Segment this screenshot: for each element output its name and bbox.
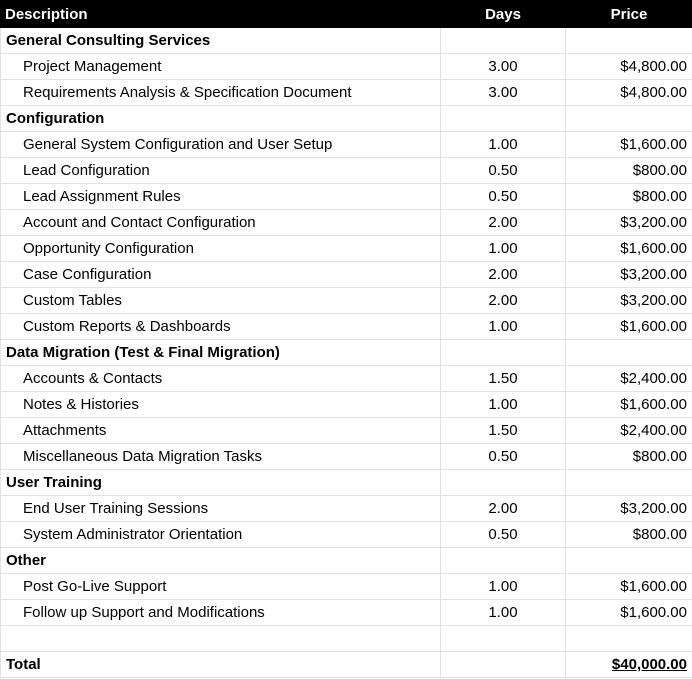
item-days: 0.50 (441, 184, 566, 210)
table-row (1, 132, 692, 158)
section-row (1, 340, 692, 366)
section-days-cell (441, 340, 566, 366)
spacer-cell (441, 626, 566, 652)
item-price: $1,600.00 (566, 236, 692, 262)
item-price: $1,600.00 (566, 392, 692, 418)
item-description: Lead Assignment Rules (1, 184, 441, 210)
section-price-cell (566, 548, 692, 574)
item-description: Requirements Analysis & Specification Document (1, 80, 441, 106)
section-price-cell (566, 28, 692, 54)
item-description: Post Go-Live Support (1, 574, 441, 600)
item-description: Attachments (1, 418, 441, 444)
item-price: $800.00 (566, 158, 692, 184)
item-days: 2.00 (441, 210, 566, 236)
section-title: General Consulting Services (1, 28, 441, 54)
table-row (1, 158, 692, 184)
header-row (1, 1, 692, 28)
table-row (1, 366, 692, 392)
item-price: $3,200.00 (566, 262, 692, 288)
table-row (1, 54, 692, 80)
table-row (1, 80, 692, 106)
item-days: 0.50 (441, 158, 566, 184)
item-price: $800.00 (566, 522, 692, 548)
item-description: Miscellaneous Data Migration Tasks (1, 444, 441, 470)
item-days: 1.00 (441, 392, 566, 418)
section-title: User Training (1, 470, 441, 496)
section-days-cell (441, 106, 566, 132)
section-row (1, 106, 692, 132)
item-description: Custom Reports & Dashboards (1, 314, 441, 340)
item-days: 1.00 (441, 236, 566, 262)
table-row (1, 210, 692, 236)
item-description: End User Training Sessions (1, 496, 441, 522)
item-days: 2.00 (441, 262, 566, 288)
table-row (1, 574, 692, 600)
header-description: Description (1, 1, 441, 28)
item-price: $1,600.00 (566, 314, 692, 340)
item-days: 0.50 (441, 444, 566, 470)
item-description: Account and Contact Configuration (1, 210, 441, 236)
item-price: $3,200.00 (566, 288, 692, 314)
item-days: 1.00 (441, 132, 566, 158)
table-row (1, 262, 692, 288)
section-row (1, 470, 692, 496)
table-row (1, 496, 692, 522)
item-price: $4,800.00 (566, 54, 692, 80)
item-price: $4,800.00 (566, 80, 692, 106)
item-price: $800.00 (566, 184, 692, 210)
total-row (1, 652, 692, 678)
item-price: $1,600.00 (566, 574, 692, 600)
item-description: Notes & Histories (1, 392, 441, 418)
item-days: 1.00 (441, 574, 566, 600)
item-price: $2,400.00 (566, 366, 692, 392)
table-row (1, 288, 692, 314)
total-days-cell (441, 652, 566, 678)
section-price-cell (566, 106, 692, 132)
item-description: General System Configuration and User Setup (1, 132, 441, 158)
table-row (1, 600, 692, 626)
table-row (1, 444, 692, 470)
table-row (1, 522, 692, 548)
section-days-cell (441, 470, 566, 496)
item-days: 3.00 (441, 80, 566, 106)
item-days: 1.00 (441, 600, 566, 626)
spacer-row (1, 626, 692, 652)
item-description: Opportunity Configuration (1, 236, 441, 262)
item-days: 1.50 (441, 418, 566, 444)
total-value: $40,000.00 (566, 652, 692, 678)
item-description: Project Management (1, 54, 441, 80)
table-row (1, 236, 692, 262)
header-price: Price (566, 1, 692, 28)
header-days: Days (441, 1, 566, 28)
table-row (1, 392, 692, 418)
table-body (1, 28, 692, 626)
section-days-cell (441, 28, 566, 54)
total-label: Total (1, 652, 441, 678)
item-description: Case Configuration (1, 262, 441, 288)
section-title: Data Migration (Test & Final Migration) (1, 340, 441, 366)
item-price: $1,600.00 (566, 132, 692, 158)
item-description: Custom Tables (1, 288, 441, 314)
table-row (1, 418, 692, 444)
section-title: Configuration (1, 106, 441, 132)
item-days: 2.00 (441, 288, 566, 314)
table-row (1, 314, 692, 340)
section-row (1, 28, 692, 54)
section-title: Other (1, 548, 441, 574)
item-description: Follow up Support and Modifications (1, 600, 441, 626)
section-days-cell (441, 548, 566, 574)
section-price-cell (566, 340, 692, 366)
item-days: 1.50 (441, 366, 566, 392)
item-price: $3,200.00 (566, 496, 692, 522)
item-price: $2,400.00 (566, 418, 692, 444)
item-days: 0.50 (441, 522, 566, 548)
spacer-cell (1, 626, 441, 652)
item-days: 2.00 (441, 496, 566, 522)
item-description: System Administrator Orientation (1, 522, 441, 548)
item-description: Accounts & Contacts (1, 366, 441, 392)
item-days: 3.00 (441, 54, 566, 80)
item-description: Lead Configuration (1, 158, 441, 184)
item-price: $3,200.00 (566, 210, 692, 236)
item-price: $800.00 (566, 444, 692, 470)
table-row (1, 184, 692, 210)
item-price: $1,600.00 (566, 600, 692, 626)
section-price-cell (566, 470, 692, 496)
item-days: 1.00 (441, 314, 566, 340)
spacer-cell (566, 626, 692, 652)
section-row (1, 548, 692, 574)
